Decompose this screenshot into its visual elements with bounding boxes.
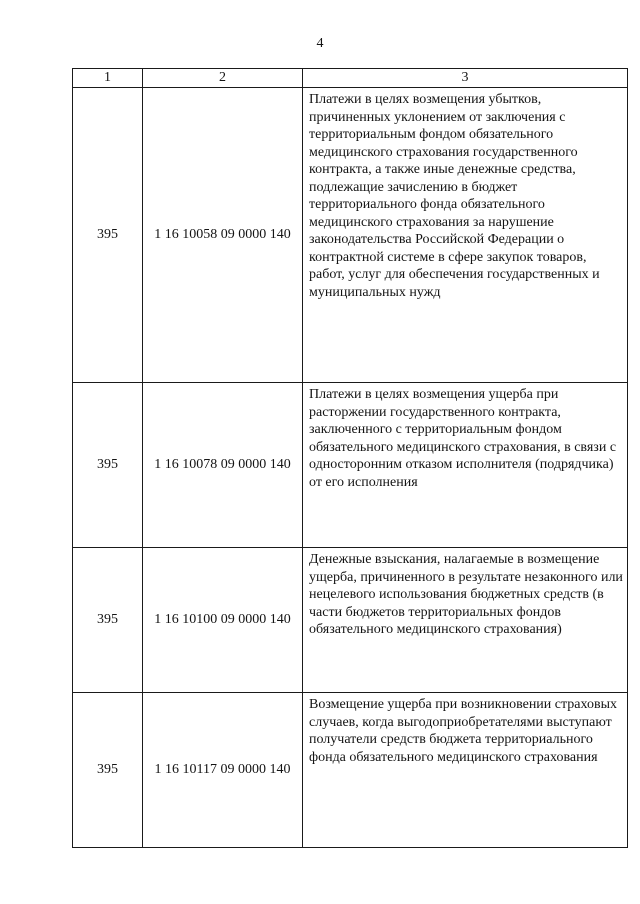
income-name-cell: Платежи в целях возмещения убытков, причиненных уклонением от заключения с территориальным фондом обязательного медицинского страхования государственного контракта, а также иные денежные средства, подлежащие зачислению в бюджет территориального фонда обязательного медицинского страхования за нарушение законодательства Российской Федерации о контрактной системе в сфере закупок товаров, работ, услуг для обеспечения государственных и муниципальных нужд <box>303 88 628 383</box>
kbk-code-cell: 1 16 10058 09 0000 140 <box>143 88 303 383</box>
table-header-row <box>73 69 628 88</box>
table-row <box>73 548 628 693</box>
admin-code-cell: 395 <box>73 383 143 548</box>
table-row <box>73 383 628 548</box>
column-header-3: 3 <box>303 69 628 88</box>
revenue-codes-table <box>72 68 628 848</box>
table-row <box>73 88 628 383</box>
kbk-code-cell: 1 16 10078 09 0000 140 <box>143 383 303 548</box>
admin-code-cell: 395 <box>73 548 143 693</box>
income-name-cell: Денежные взыскания, налагаемые в возмещение ущерба, причиненного в результате незаконного или нецелевого использования бюджетных средств (в части бюджетов территориальных фондов обязательного медицинского страхования) <box>303 548 628 693</box>
kbk-code-cell: 1 16 10100 09 0000 140 <box>143 548 303 693</box>
income-name-cell: Возмещение ущерба при возникновении страховых случаев, когда выгодоприобретателями выступают получатели средств бюджета территориального фонда обязательного медицинского страхования <box>303 693 628 848</box>
income-name-cell: Платежи в целях возмещения ущерба при расторжении государственного контракта, заключенного с территориальным фондом обязательного медицинского страхования, в связи с односторонним отказом исполнителя (подрядчика) от его исполнения <box>303 383 628 548</box>
table-row <box>73 693 628 848</box>
column-header-1: 1 <box>73 69 143 88</box>
admin-code-cell: 395 <box>73 88 143 383</box>
kbk-code-cell: 1 16 10117 09 0000 140 <box>143 693 303 848</box>
admin-code-cell: 395 <box>73 693 143 848</box>
page-number: 4 <box>316 36 324 51</box>
column-header-2: 2 <box>143 69 303 88</box>
